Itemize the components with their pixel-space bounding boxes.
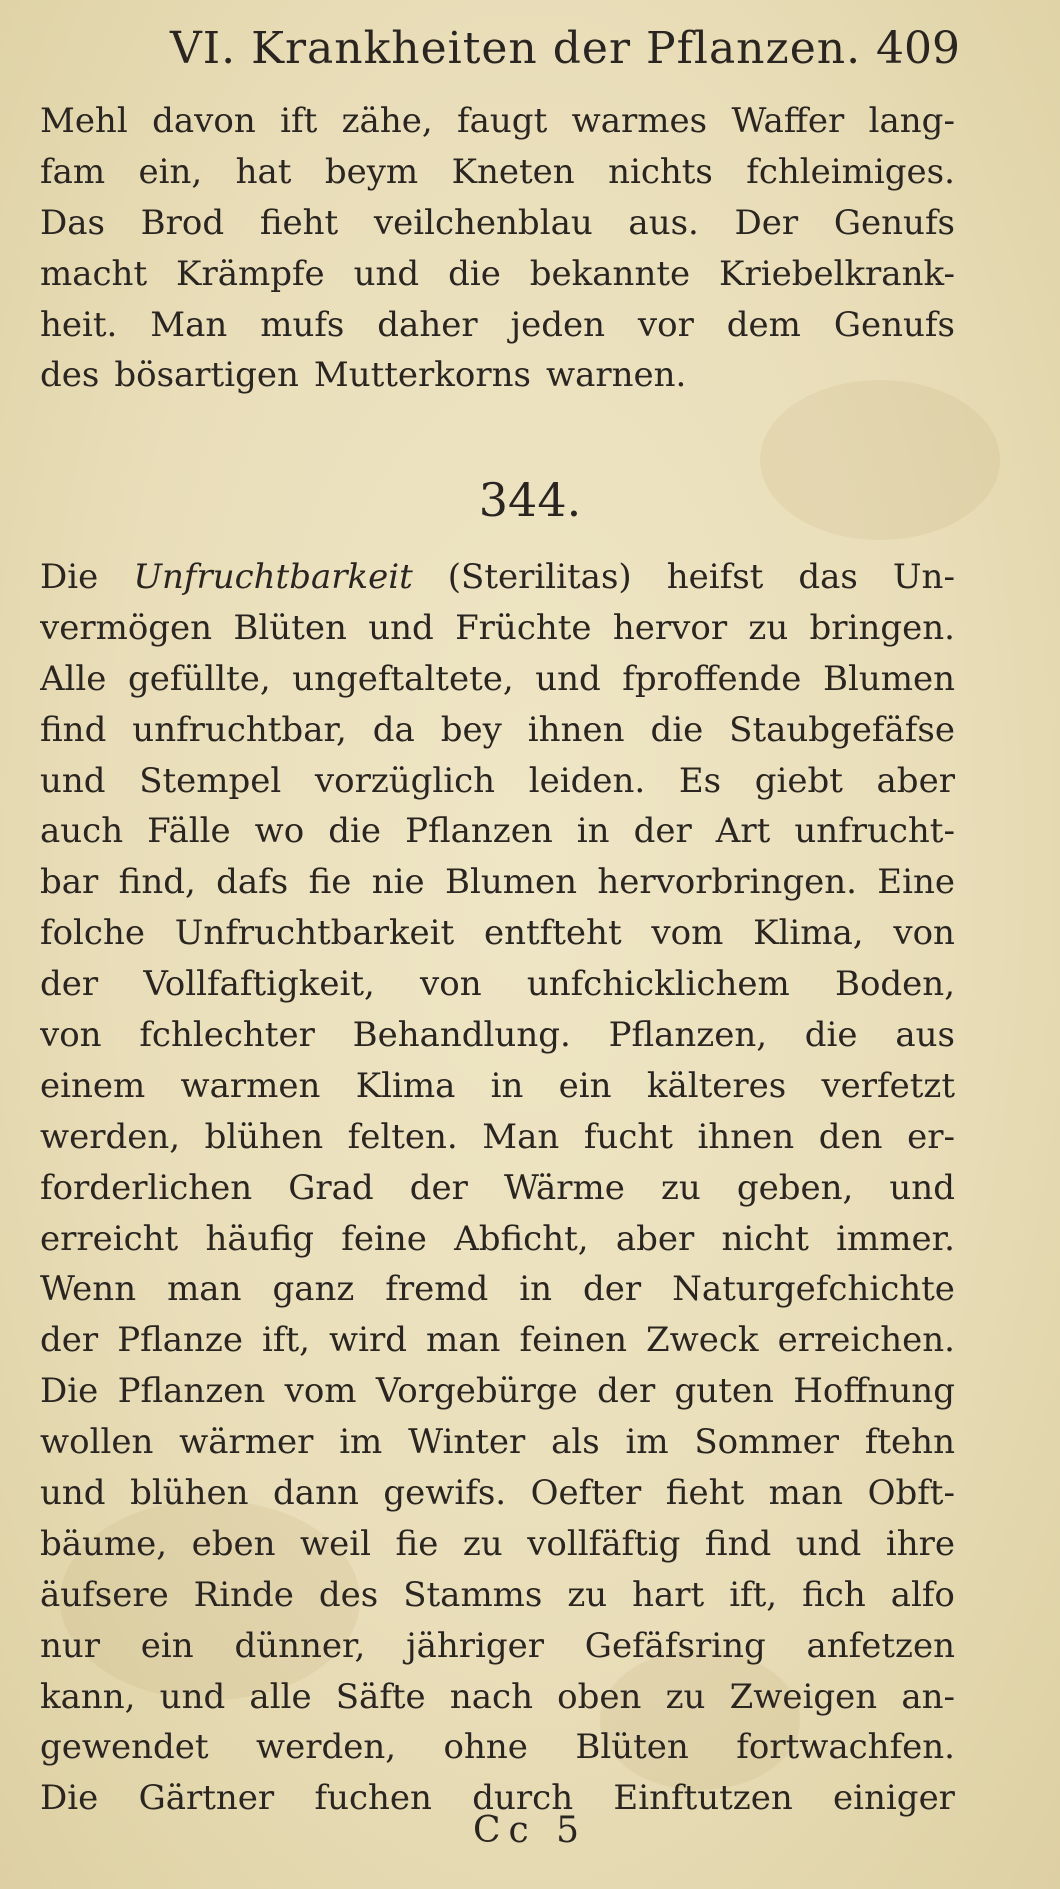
word: aber (615, 1218, 695, 1259)
word: Es (678, 760, 722, 801)
word: fieht (665, 1473, 745, 1514)
word: Die (40, 1371, 99, 1412)
word: Die (40, 1778, 99, 1819)
text-line (40, 1315, 955, 1366)
word: fortwachfen. (736, 1727, 955, 1768)
word: Der (734, 202, 799, 243)
word: Genufs (833, 202, 955, 243)
word: Vollfaftigkeit, (143, 964, 375, 1005)
word: forderlichen (40, 1167, 253, 1208)
word: Früchte (455, 607, 592, 648)
text-line (40, 552, 955, 603)
word: kann, (40, 1676, 136, 1717)
word: der (409, 1167, 468, 1208)
word: Art (715, 811, 771, 852)
word: dem (726, 304, 801, 345)
word: Man (150, 304, 228, 345)
word: die (328, 811, 382, 852)
word: das (798, 557, 858, 597)
word: einiger (833, 1778, 955, 1819)
word: mufs (260, 304, 345, 345)
word: daher (377, 304, 478, 345)
word: und (40, 760, 106, 801)
word: einem (40, 1065, 146, 1106)
word: vermögen (40, 607, 213, 648)
word: die (650, 709, 704, 750)
word: aus (895, 1015, 955, 1056)
word: vorzüglich (314, 760, 496, 801)
word: erreichen. (777, 1320, 955, 1361)
word: Stempel (139, 760, 282, 801)
word: Pflanze (117, 1320, 243, 1361)
word: von (420, 964, 482, 1005)
word: Oefter (530, 1473, 642, 1514)
word: an- (901, 1676, 955, 1717)
word: Sommer (694, 1422, 840, 1463)
word: hervorbringen. (597, 862, 857, 903)
word: bäume, (40, 1523, 168, 1564)
word: Un- (892, 557, 955, 597)
word: werden, (256, 1727, 397, 1768)
word: fie (308, 862, 352, 903)
word: immer. (836, 1218, 955, 1259)
word: zu (748, 607, 789, 648)
word: Kriebelkrank- (719, 253, 955, 294)
word: man (426, 1320, 501, 1361)
word: zu (660, 1167, 701, 1208)
word: Blumen (822, 658, 955, 699)
word: Abficht, (454, 1218, 589, 1259)
text-line (40, 1417, 955, 1468)
word: der (597, 1371, 656, 1412)
text-line (40, 857, 955, 908)
word: Zweigen (729, 1676, 878, 1717)
word: geben, (736, 1167, 854, 1208)
word: gewendet (40, 1727, 209, 1768)
word: wollen (40, 1422, 154, 1463)
word: und (535, 658, 601, 699)
word: und (159, 1676, 226, 1717)
text-line (40, 1112, 955, 1163)
word: man (768, 1473, 844, 1514)
word: fuchen (314, 1778, 432, 1819)
word: nach (449, 1676, 533, 1717)
word: blühen (204, 1116, 324, 1157)
word: der (582, 1269, 642, 1310)
word: Staubgefäfse (729, 709, 955, 750)
word: heifst (666, 557, 764, 597)
text-line (40, 147, 955, 198)
word: bekannte (529, 253, 691, 294)
word: aber (876, 760, 955, 801)
word: vom (651, 913, 724, 954)
text-line (40, 198, 955, 249)
word: dafs (216, 862, 289, 903)
word: find (704, 1523, 772, 1564)
word: Grad (288, 1167, 374, 1208)
printer-signature: Cc 5 (472, 1810, 588, 1851)
text-line (40, 1214, 955, 1265)
word: der (40, 964, 99, 1005)
word: des (40, 355, 100, 396)
word: Hoffnung (793, 1371, 955, 1412)
word: im (625, 1422, 669, 1463)
word: gefüllte, (127, 658, 271, 699)
word: Alle (40, 658, 107, 699)
word: dann (273, 1473, 359, 1514)
word: Genufs (833, 304, 955, 345)
word: Man (482, 1116, 560, 1157)
word: fich (802, 1574, 866, 1615)
word: davon (152, 101, 256, 141)
word: warmes (571, 101, 708, 141)
word: vor (637, 304, 694, 345)
word: bösartigen (114, 355, 299, 396)
paragraph-sterility (40, 552, 955, 1824)
word: zu (665, 1676, 706, 1717)
word: faugt (457, 101, 548, 141)
word: die (448, 253, 501, 294)
word: zu (567, 1574, 608, 1615)
word: wird (328, 1320, 407, 1361)
text-line (40, 249, 955, 300)
word: folche (40, 913, 145, 954)
word: hart (632, 1574, 705, 1615)
word: unfchicklichem (526, 964, 790, 1005)
text-line (40, 959, 955, 1010)
word: Unfruchtbarkeit (174, 913, 455, 954)
word: giebt (754, 760, 843, 801)
word: als (551, 1422, 600, 1463)
word: Wenn (40, 1269, 137, 1310)
word: leiden. (528, 760, 646, 801)
word: Blumen (444, 862, 577, 903)
word: blühen (130, 1473, 249, 1514)
word: fchleimiges. (746, 151, 955, 192)
paragraph-continued (40, 96, 955, 401)
text-line (40, 350, 955, 401)
word: dünner, (234, 1625, 366, 1666)
word: wo (254, 811, 305, 852)
word: und (40, 1473, 106, 1514)
word: von (40, 1015, 102, 1056)
text-line (40, 1010, 955, 1061)
word: ihnen (697, 1116, 795, 1157)
word: felten. (347, 1116, 458, 1157)
word: bringen. (809, 607, 955, 648)
word: entfteht (484, 913, 622, 954)
word: Rinde (193, 1574, 294, 1615)
word: eben (191, 1523, 276, 1564)
word: hervor (612, 607, 728, 648)
word: fam (40, 151, 106, 192)
word: macht (40, 253, 148, 294)
text-line (40, 96, 955, 147)
word: fieht (259, 202, 339, 243)
word: Eine (877, 862, 955, 903)
word: fchlechter (139, 1015, 315, 1056)
word: zähe, (341, 101, 433, 141)
chapter-title: VI. Krankheiten der Pflanzen. (170, 23, 862, 74)
section-number: 344. (478, 473, 582, 527)
word: hat (235, 151, 292, 192)
word: häufig (205, 1218, 315, 1259)
running-header (0, 14, 1060, 84)
word: wärmer (179, 1422, 314, 1463)
word: in (490, 1065, 524, 1106)
word: durch (472, 1778, 574, 1819)
word: nicht (721, 1218, 809, 1259)
word: Einftutzen (613, 1778, 793, 1819)
word: Mutterkorns (313, 355, 531, 396)
word: Wärme (503, 1167, 625, 1208)
word: Blüten (233, 607, 347, 648)
word: kälteres (646, 1065, 787, 1106)
word: bar (40, 862, 99, 903)
text-line (40, 1722, 955, 1773)
word: ihnen (527, 709, 625, 750)
word: warnen. (545, 355, 687, 396)
word: Zweck (646, 1320, 759, 1361)
word: von (893, 913, 955, 954)
word: find, (118, 862, 196, 903)
page-number: 409 (876, 23, 960, 74)
word: beym (324, 151, 419, 192)
word: fie (395, 1523, 439, 1564)
word: fremd (385, 1269, 489, 1310)
word: alle (249, 1676, 312, 1717)
word: fproffende (622, 658, 802, 699)
word: Gärtner (138, 1778, 275, 1819)
word: den (818, 1116, 883, 1157)
word: (Sterilitas) (447, 557, 632, 597)
text-line (40, 1061, 955, 1112)
text-line (40, 908, 955, 959)
word: feinen (519, 1320, 627, 1361)
word: die (804, 1015, 858, 1056)
word: Klima (355, 1065, 456, 1106)
text-line (40, 300, 955, 351)
word: in (576, 811, 610, 852)
word: unfruchtbar, (132, 709, 347, 750)
word: und (889, 1167, 955, 1208)
word: Waffer (731, 101, 845, 141)
word: zu (462, 1523, 503, 1564)
word: oben (557, 1676, 642, 1717)
word: nie (371, 862, 425, 903)
word: Krämpfe (176, 253, 325, 294)
text-line (40, 806, 955, 857)
text-line (40, 1519, 955, 1570)
word: in (519, 1269, 552, 1310)
word: ftehn (864, 1422, 955, 1463)
word: Gefäfsring (584, 1625, 766, 1666)
word: er- (907, 1116, 955, 1157)
word: erreicht (40, 1218, 179, 1259)
word: Pflanzen, (608, 1015, 768, 1056)
word: vom (284, 1371, 357, 1412)
word: ohne (443, 1727, 528, 1768)
text-line (40, 1264, 955, 1315)
word: im (339, 1422, 383, 1463)
word: weil (300, 1523, 372, 1564)
word: jeden (510, 304, 605, 345)
text-line (40, 705, 955, 756)
word: der (633, 811, 692, 852)
word: Behandlung. (352, 1015, 571, 1056)
word: Pflanzen (117, 1371, 266, 1412)
word: feine (341, 1218, 427, 1259)
text-line (40, 1621, 955, 1672)
word: Vorgebürge (375, 1371, 578, 1412)
word: nur (40, 1625, 101, 1666)
word: Das (40, 202, 105, 243)
word: gewifs. (383, 1473, 507, 1514)
text-line (40, 1672, 955, 1723)
word: ift, (262, 1320, 310, 1361)
word: ihre (885, 1523, 955, 1564)
word: jähriger (406, 1625, 545, 1666)
word: verfetzt (821, 1065, 955, 1106)
text-line (40, 1468, 955, 1519)
word: Pflanzen (405, 811, 553, 852)
word: alfo (890, 1574, 955, 1615)
word: und (353, 253, 420, 294)
word: anfetzen (806, 1625, 955, 1666)
word: ein (140, 1625, 194, 1666)
word: ein, (138, 151, 203, 192)
word: guten (674, 1371, 774, 1412)
word: find (40, 709, 107, 750)
word: nichts (608, 151, 713, 192)
word: Stamms (403, 1574, 543, 1615)
word: der (40, 1320, 99, 1361)
word: Säfte (335, 1676, 426, 1717)
text-line (40, 1366, 955, 1417)
word: Blüten (575, 1727, 689, 1768)
word: Kneten (451, 151, 575, 192)
text-line (40, 1570, 955, 1621)
text-line (40, 603, 955, 654)
word: ift (280, 101, 318, 141)
word: unfrucht- (794, 811, 955, 852)
word: Winter (408, 1422, 526, 1463)
word: Mehl (40, 101, 128, 141)
word: ift, (729, 1574, 778, 1615)
word: und (368, 607, 434, 648)
word: Brod (140, 202, 225, 243)
word: und (795, 1523, 862, 1564)
word: Die (40, 557, 99, 597)
word: Obft- (867, 1473, 955, 1514)
word: warmen (180, 1065, 321, 1106)
word: fucht (583, 1116, 673, 1157)
word: des (318, 1574, 379, 1615)
word: ganz (272, 1269, 355, 1310)
word: Boden, (834, 964, 955, 1005)
word: ein (558, 1065, 612, 1106)
word: heit. (40, 304, 118, 345)
word: lang- (868, 101, 955, 141)
term-unfruchtbarkeit: Unfruchtbarkeit (133, 557, 413, 597)
word: bey (440, 709, 502, 750)
word: Klima, (753, 913, 864, 954)
word: ungeftaltete, (292, 658, 514, 699)
text-line (40, 1163, 955, 1214)
text-line (40, 756, 955, 807)
word: da (372, 709, 415, 750)
word: Naturgefchichte (672, 1269, 955, 1310)
word: äufsere (40, 1574, 169, 1615)
word: veilchenblau (373, 202, 593, 243)
word: aus. (628, 202, 699, 243)
word: auch (40, 811, 124, 852)
word: Fälle (147, 811, 231, 852)
text-line (40, 654, 955, 705)
word: man (167, 1269, 242, 1310)
word: werden, (40, 1116, 181, 1157)
word: vollfäftig (527, 1523, 681, 1564)
